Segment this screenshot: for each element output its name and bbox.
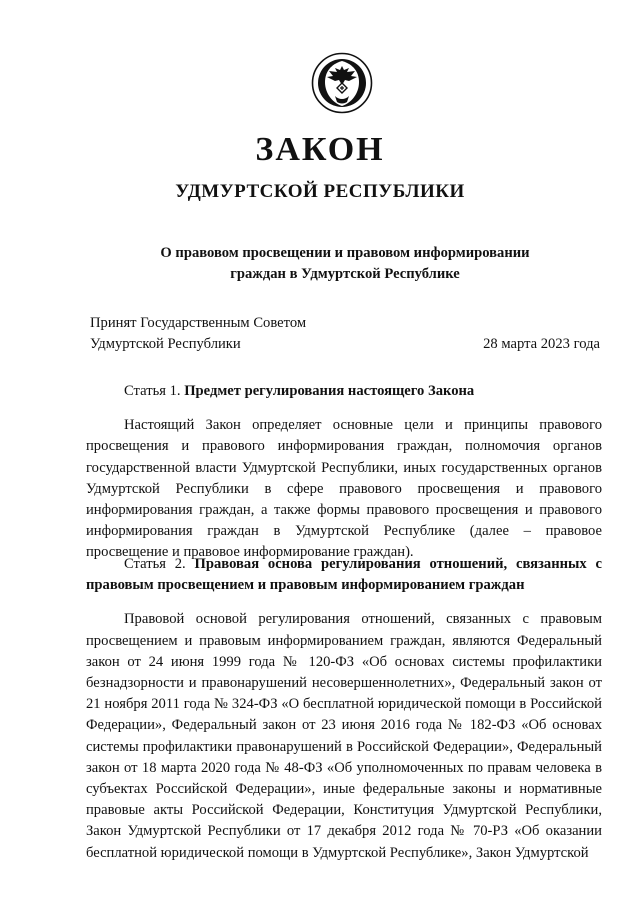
article-2-number: Статья 2. bbox=[124, 556, 186, 572]
article-2-heading bbox=[86, 554, 602, 596]
article-2-text: Правовой основой регулирования отношений, связанных с правовым просвещением и правовым информированием граждан, являются Федеральный закон от 24 июня 1999 года № 120-ФЗ «Об основах системы профилактики безнадзорности и правонарушений несовершеннолетних», Федеральный закон от 21 ноября 2011 года № 324-ФЗ «О бесплатной юридической помощи в Российской Федерации», Федеральный закон от 23 июня 2016 года № 182-ФЗ «Об основах системы профилактики правонарушений в Российской Федерации», Федеральный закон от 18 марта 2020 года № 48-ФЗ «Об уполномоченных по правам человека в субъектах Российской Федерации», иные федеральные законы и нормативные правовые акты Российской Федерации, Конституция Удмуртской Республики, Закон Удмуртской Республики от 17 декабря 2012 года № 70-РЗ «Об оказании бесплатной юридической помощи в Удмуртской Республике», Закон Удмуртской bbox=[86, 611, 602, 861]
article-1 bbox=[86, 381, 602, 564]
article-2 bbox=[86, 554, 602, 864]
adoption-statement bbox=[90, 313, 306, 355]
article-1-text: Настоящий Закон определяет основные цели и принципы правового просвещения и правового информирования граждан, полномочия органов государственной власти Удмуртской Республики, иных государственных органов Удмуртской Республики в сфере правового просвещения и правового информирования граждан, а также формы правового просвещения и правового информирования граждан в Удмуртской Республике (далее – правовое просвещение и правовое информирование граждан). bbox=[86, 417, 602, 561]
document-subtitle: УДМУРТСКОЙ РЕСПУБЛИКИ bbox=[175, 181, 465, 202]
article-2-title: Правовая основа регулирования отношений, связанных с правовым просвещением и правовым информированием граждан bbox=[86, 556, 602, 594]
article-1-heading bbox=[86, 381, 602, 402]
law-name-line-2: граждан в Удмуртской Республике bbox=[230, 266, 460, 282]
law-name-line-1: О правовом просвещении и правовом информировании bbox=[160, 245, 530, 261]
adoption-date: 28 марта 2023 года bbox=[483, 336, 600, 352]
adoption-line-1: Принят Государственным Советом bbox=[90, 315, 307, 331]
adoption-line-2: Удмуртской Республики bbox=[90, 336, 241, 352]
article-1-number: Статья 1. bbox=[124, 383, 181, 399]
coat-of-arms-emblem bbox=[311, 52, 373, 114]
article-1-title: Предмет регулирования настоящего Закона bbox=[184, 383, 475, 399]
document-title: ЗАКОН bbox=[255, 131, 385, 168]
law-name bbox=[90, 243, 600, 285]
